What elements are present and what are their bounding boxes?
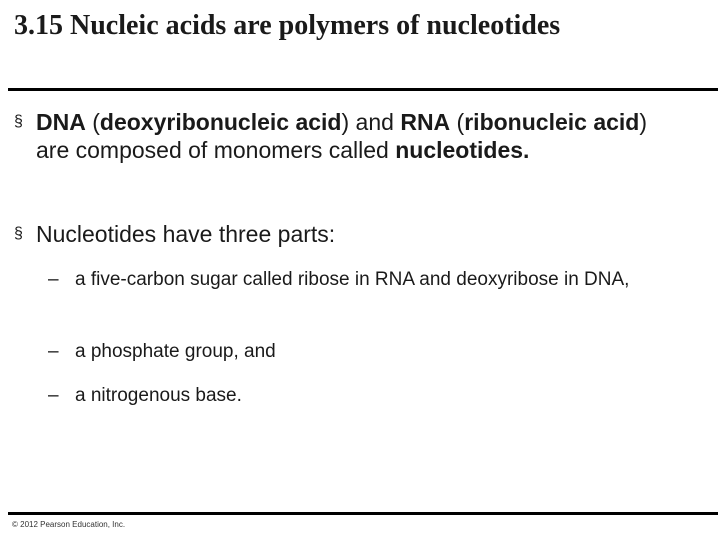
bullet-text: Nucleotides have three parts:: [36, 221, 336, 247]
term-dna: DNA: [36, 109, 86, 135]
sub-bullet-phosphate: [48, 340, 635, 364]
term-deoxyribonucleic-acid: deoxyribonucleic acid: [99, 109, 342, 135]
sub-bullet-base: [48, 384, 635, 408]
bullet-text: [36, 108, 656, 164]
text-segment: ) are composed of monomers called: [36, 109, 648, 163]
text-segment: ) and: [341, 109, 401, 135]
sub-bullet-text: a five-carbon sugar called ribose in RNA and deoxyribose in DNA,: [75, 269, 630, 290]
dash-marker: –: [48, 385, 59, 406]
slide-title: 3.15 Nucleic acids are polymers of nucleotides: [14, 10, 561, 41]
bullet-item-three-parts: [14, 220, 656, 248]
term-ribonucleic-acid: ribonucleic acid: [464, 109, 640, 135]
footer-divider: [8, 512, 718, 515]
sub-bullet-sugar: [48, 268, 635, 292]
term-rna: RNA: [400, 109, 451, 135]
term-nucleotides: nucleotides.: [395, 137, 530, 163]
title-divider: [8, 88, 718, 91]
dash-marker: –: [48, 341, 59, 362]
sub-bullet-text: a phosphate group, and: [75, 341, 276, 362]
text-segment: (: [450, 109, 465, 135]
bullet-marker: §: [14, 225, 23, 242]
sub-bullet-text: a nitrogenous base.: [75, 385, 242, 406]
text-segment: (: [85, 109, 100, 135]
bullet-item-dna-rna: [14, 108, 656, 164]
dash-marker: –: [48, 269, 59, 290]
copyright-notice: © 2012 Pearson Education, Inc.: [12, 520, 126, 529]
bullet-marker: §: [14, 113, 23, 130]
